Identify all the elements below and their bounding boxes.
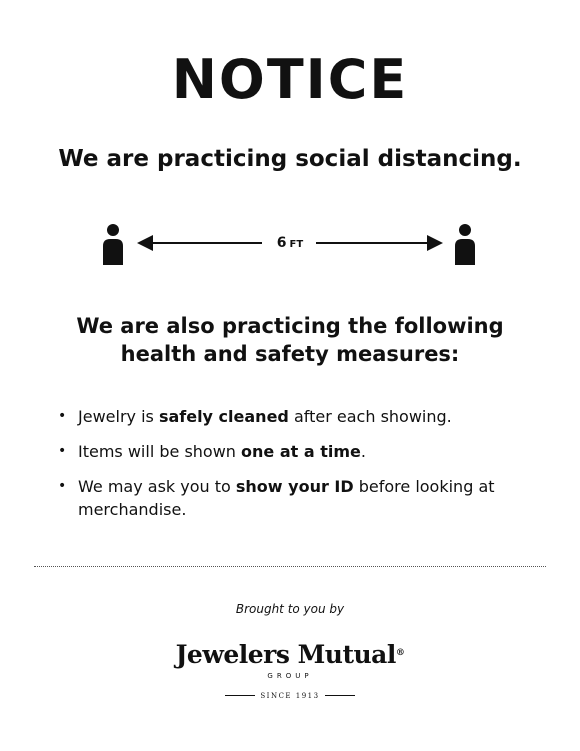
- brought-to-you-text: Brought to you by: [235, 602, 345, 616]
- item-emphasis: safely cleaned: [158, 407, 289, 426]
- notice-title: NOTICE: [171, 48, 409, 111]
- bullet-icon: •: [58, 478, 67, 494]
- logo-rule-right: [325, 695, 355, 696]
- item-text: after each showing.: [288, 407, 452, 426]
- distance-value: 6: [276, 235, 287, 251]
- item-text: .: [360, 442, 366, 461]
- logo-since: [220, 690, 359, 702]
- jewelers-mutual-logo: [0, 640, 580, 702]
- logo-wordmark: Jewelers Mutual: [175, 640, 396, 669]
- notice-subtitle: We are practicing social distancing.: [58, 146, 522, 172]
- item-text: before looking at merchandise.: [78, 477, 495, 519]
- measures-heading: [0, 312, 580, 368]
- measures-heading-line2: health and safety measures:: [120, 342, 460, 366]
- logo-name: [0, 640, 580, 670]
- list-item: [58, 475, 538, 521]
- item-text: We may ask you to: [78, 477, 236, 496]
- item-text: Jewelry is: [78, 407, 159, 426]
- registered-mark: ®: [395, 648, 405, 658]
- bullet-icon: •: [58, 443, 67, 459]
- bullet-icon: •: [58, 408, 67, 424]
- list-item: [58, 405, 538, 428]
- distance-unit: FT: [289, 239, 304, 250]
- logo-group: GROUP: [267, 672, 313, 680]
- list-item: [58, 440, 538, 463]
- dotted-divider: [34, 566, 546, 567]
- logo-since-text: SINCE 1913: [260, 691, 320, 700]
- distance-graphic: [0, 222, 580, 268]
- item-emphasis: show your ID: [235, 477, 354, 496]
- measures-heading-line1: We are also practicing the following: [76, 314, 504, 338]
- item-emphasis: one at a time: [241, 442, 361, 461]
- measures-list: [58, 405, 538, 533]
- item-text: Items will be shown: [78, 442, 242, 461]
- distance-label: [0, 234, 580, 254]
- logo-rule-left: [225, 695, 255, 696]
